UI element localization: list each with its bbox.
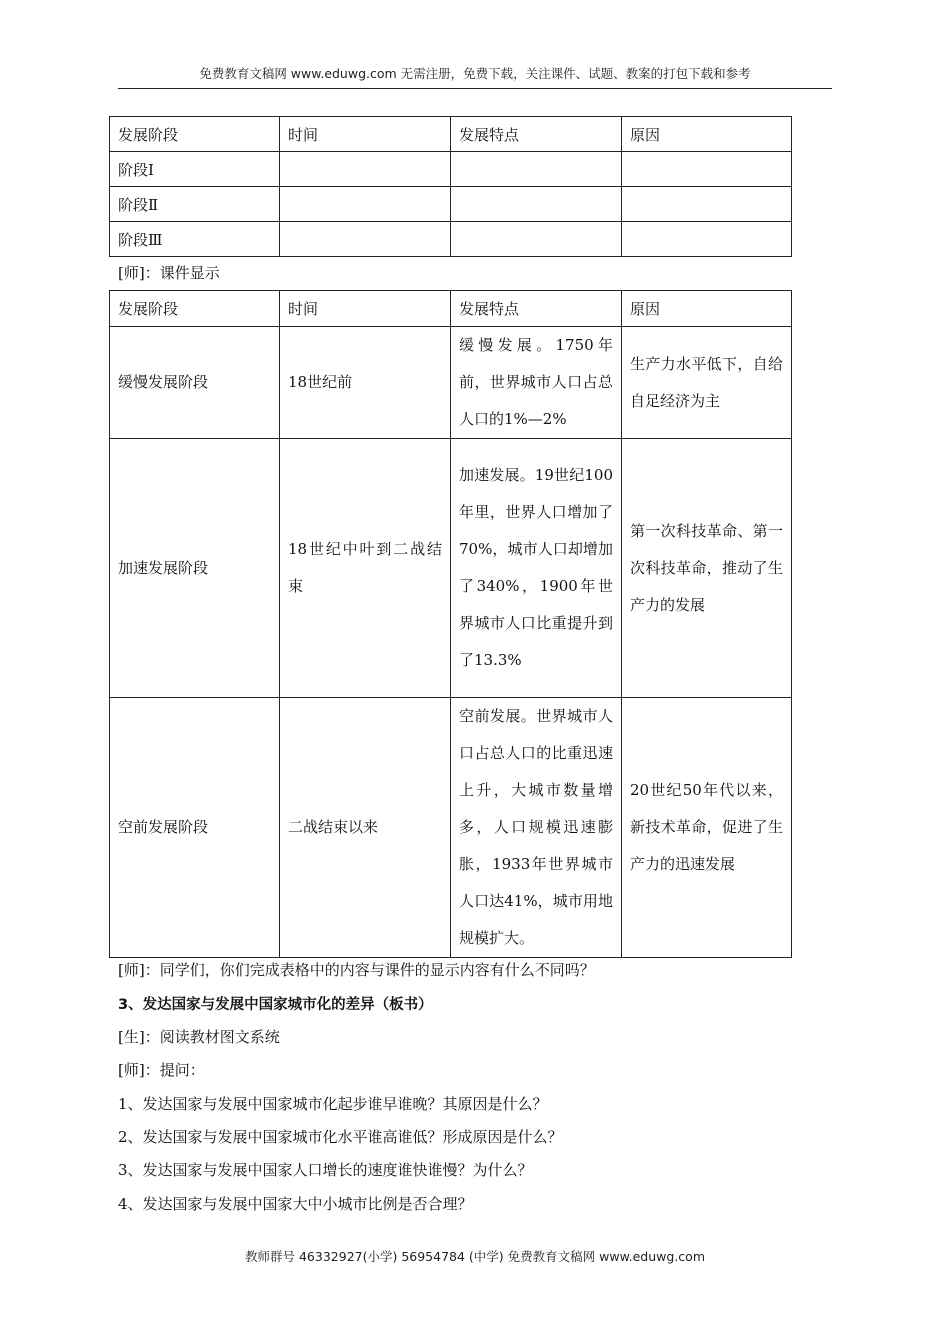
header-stage: 发展阶段 — [110, 117, 280, 152]
features-cell: 空前发展。世界城市人口占总人口的比重迅速上升，大城市数量增多，人口规模迅速膨胀，1933年世界城市人口达41%，城市用地规模扩大。 — [451, 698, 622, 958]
stage-cell: 阶段Ⅲ — [110, 222, 280, 257]
time-cell: 18世纪中叶到二战结束 — [280, 439, 451, 698]
header-reason: 原因 — [622, 291, 792, 327]
reason-cell — [622, 152, 792, 187]
time-cell — [280, 187, 451, 222]
features-cell — [451, 152, 622, 187]
table-row — [110, 698, 792, 958]
time-cell — [280, 152, 451, 187]
features-cell: 加速发展。19世纪100年里，世界人口增加了70%，城市人口却增加了340%，1900年世界城市人口比重提升到了13.3% — [451, 439, 622, 698]
stage-cell: 加速发展阶段 — [110, 439, 280, 698]
stage-table-answer — [109, 290, 792, 958]
reason-cell — [622, 222, 792, 257]
header-features: 发展特点 — [451, 117, 622, 152]
stage-cell: 阶段Ⅱ — [110, 187, 280, 222]
table-row — [110, 439, 792, 698]
header-reason: 原因 — [622, 117, 792, 152]
header-time: 时间 — [280, 117, 451, 152]
section-heading: 3、发达国家与发展中国家城市化的差异（板书） — [118, 997, 433, 1013]
question-3: 3、发达国家与发展中国家人口增长的速度谁快谁慢？为什么？ — [118, 1161, 533, 1179]
reason-cell: 生产力水平低下，自给自足经济为主 — [622, 327, 792, 439]
features-cell — [451, 187, 622, 222]
time-cell — [280, 222, 451, 257]
header-stage: 发展阶段 — [110, 291, 280, 327]
features-cell: 缓慢发展。1750年前，世界城市人口占总人口的1%—2% — [451, 327, 622, 439]
table-row — [110, 327, 792, 439]
page-footer: 教师群号 46332927(小学) 56954784 (中学) 免费教育文稿网 www.eduwg.com — [245, 1249, 705, 1264]
stage-cell: 阶段Ⅰ — [110, 152, 280, 187]
question-2: 2、发达国家与发展中国家城市化水平谁高谁低？形成原因是什么？ — [118, 1128, 563, 1146]
question-1: 1、发达国家与发展中国家城市化起步谁早谁晚？其原因是什么？ — [118, 1095, 548, 1113]
teacher-question-line: [师]：同学们，你们完成表格中的内容与课件的显示内容有什么不同吗？ — [118, 961, 595, 979]
header-features: 发展特点 — [451, 291, 622, 327]
student-line: [生]：阅读教材图文系统 — [118, 1028, 280, 1046]
teacher-display-line: [师]：课件显示 — [118, 264, 220, 282]
table-row — [110, 222, 792, 257]
time-cell: 二战结束以来 — [280, 698, 451, 958]
stage-cell: 空前发展阶段 — [110, 698, 280, 958]
header-time: 时间 — [280, 291, 451, 327]
reason-cell — [622, 187, 792, 222]
table-header-row — [110, 291, 792, 327]
stage-table-blank — [109, 116, 792, 257]
time-cell: 18世纪前 — [280, 327, 451, 439]
table-row — [110, 187, 792, 222]
page-header: 免费教育文稿网 www.eduwg.com 无需注册，免费下载，关注课件、试题、教案的打包下载和参考 — [118, 64, 832, 89]
stage-cell: 缓慢发展阶段 — [110, 327, 280, 439]
reason-cell: 20世纪50年代以来，新技术革命，促进了生产力的迅速发展 — [622, 698, 792, 958]
table-row — [110, 152, 792, 187]
reason-cell: 第一次科技革命、第一次科技革命，推动了生产力的发展 — [622, 439, 792, 698]
table-header-row — [110, 117, 792, 152]
teacher-ask-line: [师]：提问： — [118, 1061, 205, 1079]
question-4: 4、发达国家与发展中国家大中小城市比例是否合理？ — [118, 1195, 473, 1213]
features-cell — [451, 222, 622, 257]
